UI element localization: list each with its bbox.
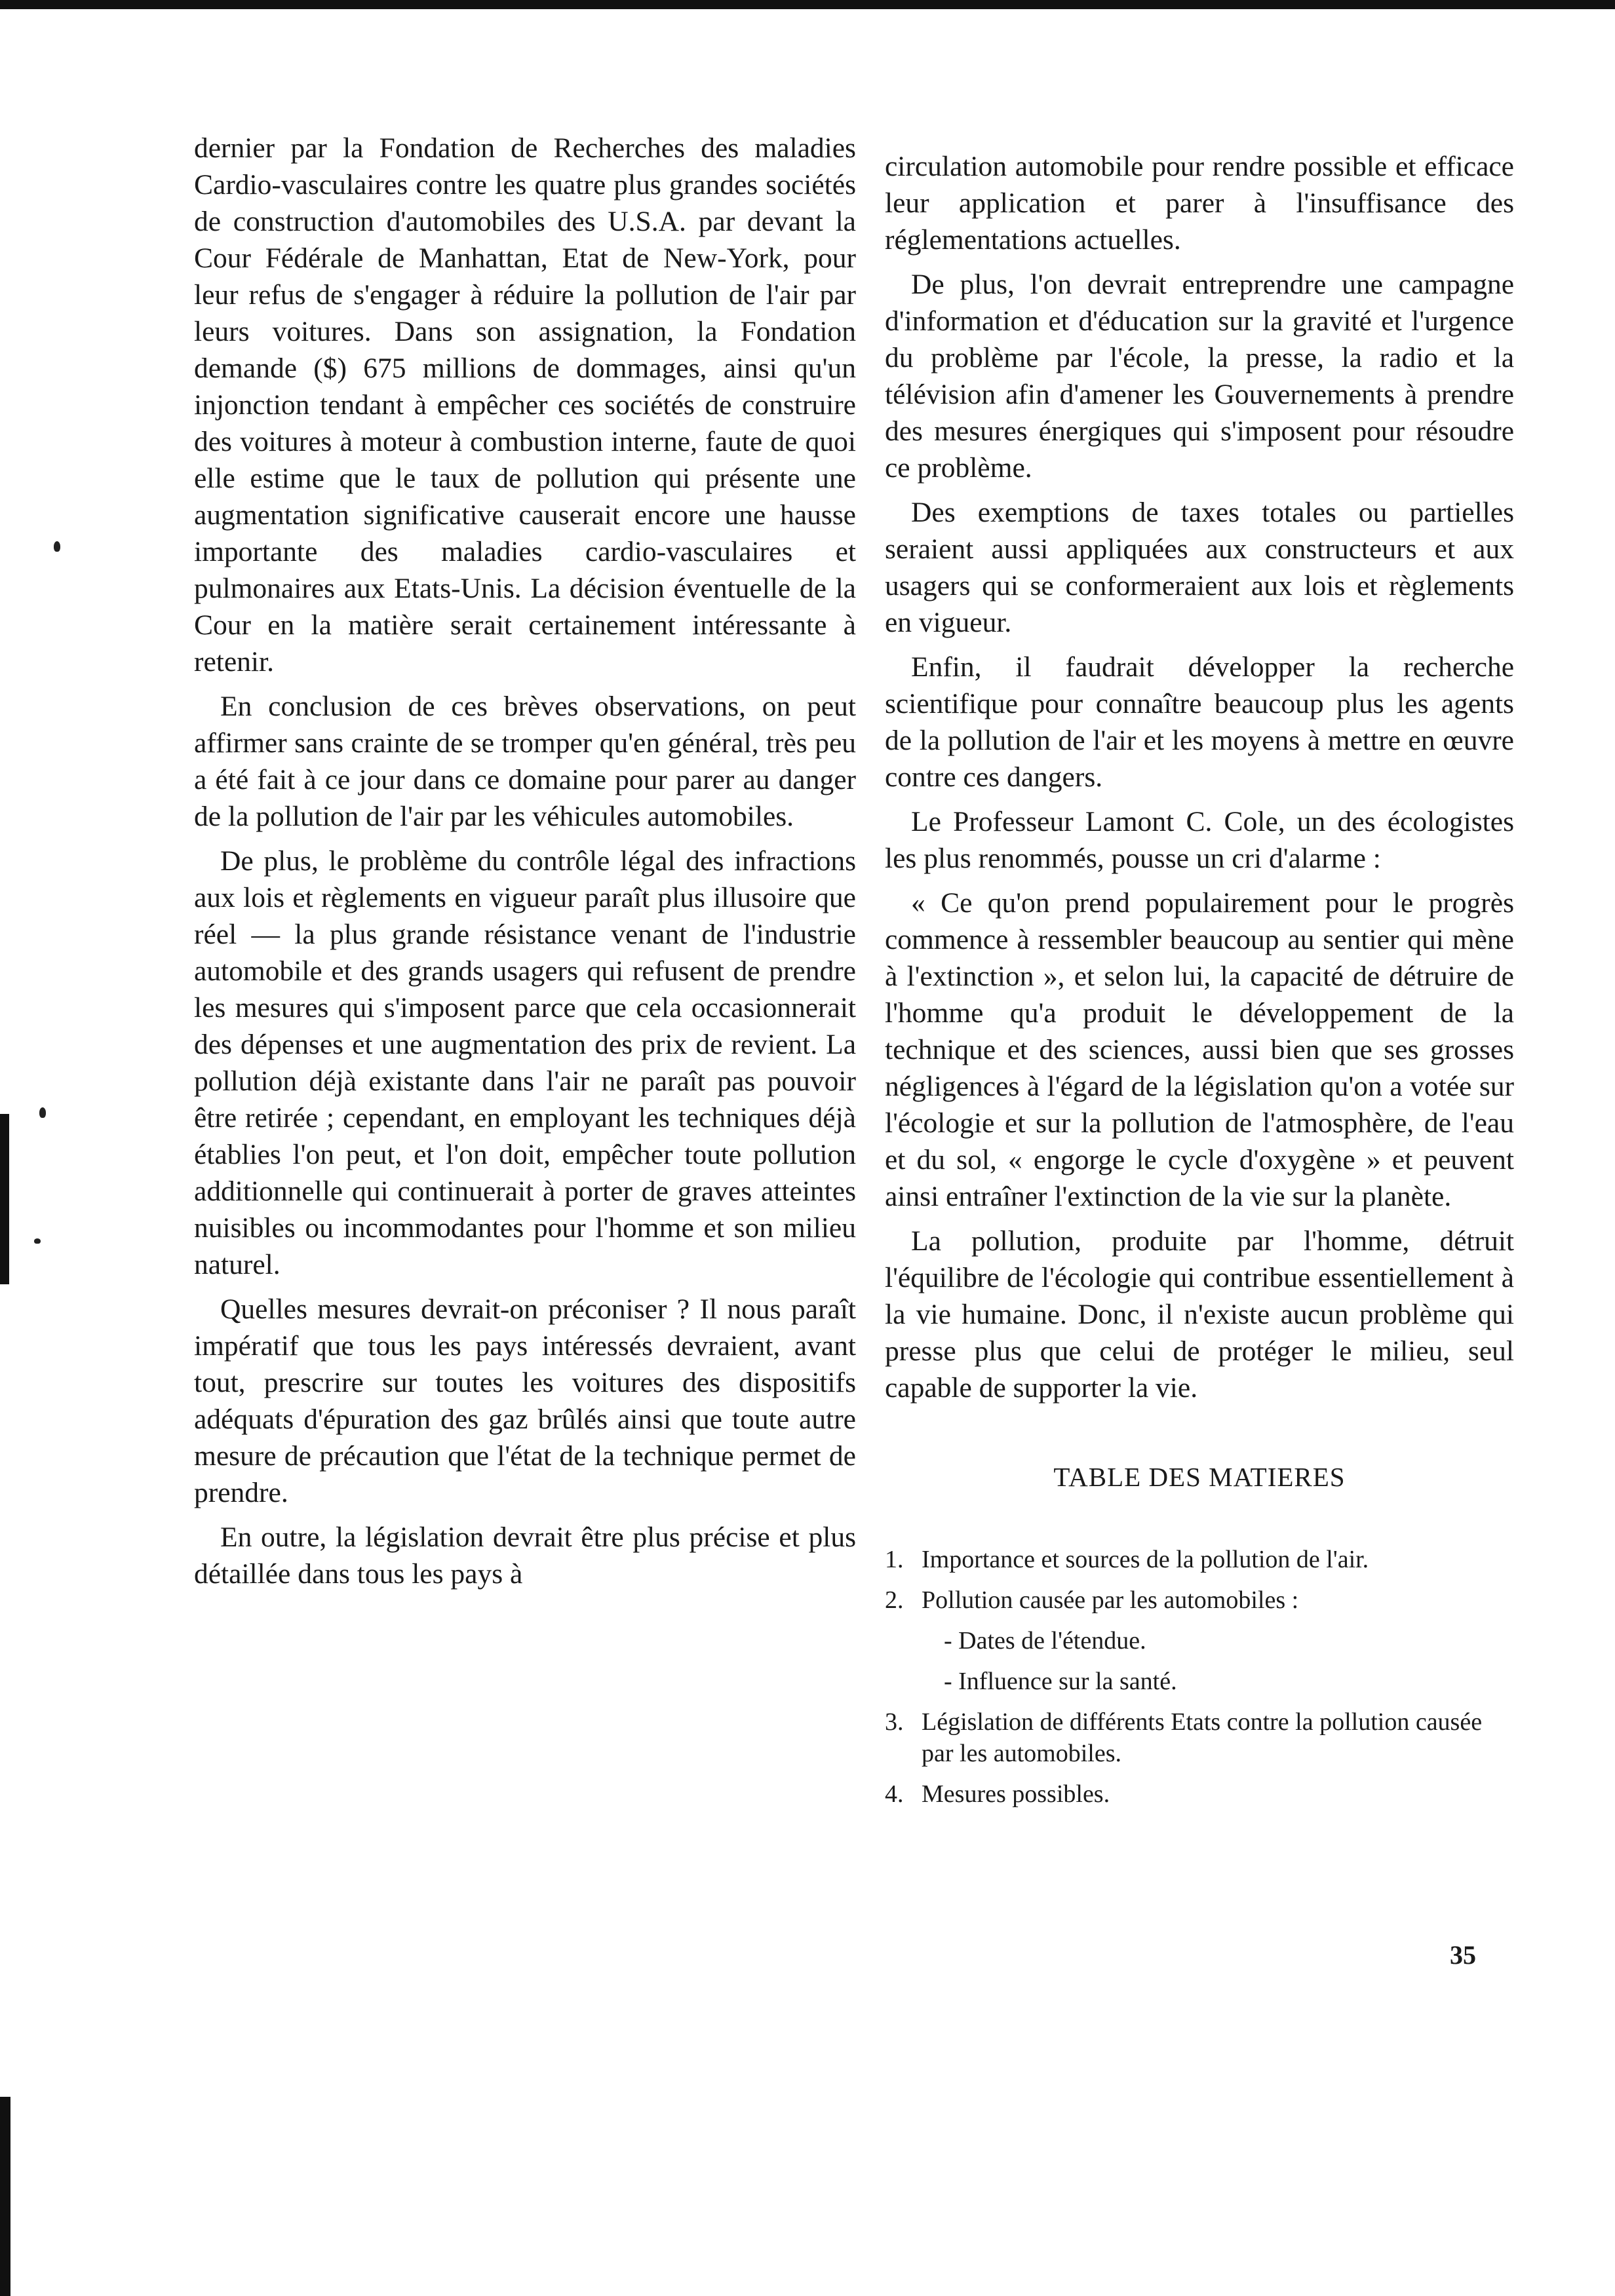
- margin-speck: [34, 1238, 41, 1244]
- toc-item-number: 3.: [885, 1708, 904, 1736]
- toc-item-text: Pollution causée par les automobiles :: [922, 1586, 1299, 1614]
- scan-left-edge-shadow: [0, 1114, 9, 1284]
- toc-item-text: Importance et sources de la pollution de l'air.: [922, 1546, 1369, 1573]
- paragraph: La pollution, produite par l'homme, détruit l'équilibre de l'écologie qui contribue essentiellement à la vie humaine. Donc, il n'existe aucun problème qui presse plus que celui de protéger le milieu, seul capable de supporter la vie.: [885, 1225, 1514, 1404]
- toc-item-text: - Dates de l'étendue.: [944, 1627, 1146, 1655]
- paragraph: Des exemptions de taxes totales ou partielles seraient aussi appliquées aux constructeurs et aux usagers qui se conformeraient aux lois et règlements en vigueur.: [885, 497, 1514, 638]
- toc-item-number: 4.: [885, 1780, 904, 1808]
- paragraph: circulation automobile pour rendre possible et efficace leur application et parer à l'insuffisance des réglementations actuelles.: [885, 151, 1514, 256]
- toc-subitem: [885, 1666, 1514, 1697]
- paragraph: En conclusion de ces brèves observations, on peut affirmer sans crainte de se tromper qu'en général, très peu a été fait à ce jour dans ce domaine pour parer au danger de la pollution de l'air par les véhicules automobiles.: [194, 691, 856, 832]
- toc-item-text: Mesures possibles.: [922, 1780, 1110, 1808]
- paragraph: Enfin, il faudrait développer la recherche scientifique pour connaître beaucoup plus les agents de la pollution de l'air et les moyens à mettre en œuvre contre ces dangers.: [885, 651, 1514, 793]
- toc-item-number: 2.: [885, 1586, 904, 1614]
- scan-top-edge: [0, 0, 1615, 9]
- quotation-paragraph: « Ce qu'on prend populairement pour le progrès commence à ressembler beaucoup au sentier qui mène à l'extinction », et selon lui, la capacité de détruire de l'homme qu'a produit le développement de la technique et des sciences, aussi bien que ses grosses négligences à l'égard de la législation qu'on a votée sur l'écologie et sur la pollution de l'atmosphère, de l'eau et du sol, « engorge le cycle d'oxygène » et peuvent ainsi entraîner l'extinction de la vie sur la planète.: [885, 887, 1514, 1212]
- table-of-contents-title: TABLE DES MATIERES: [1053, 1462, 1346, 1492]
- margin-speck: [39, 1107, 46, 1118]
- right-column: [885, 148, 1514, 1819]
- toc-item: [885, 1544, 1514, 1575]
- toc-item-number: 1.: [885, 1546, 904, 1573]
- table-of-contents: [885, 1544, 1514, 1810]
- paragraph: De plus, l'on devrait entreprendre une campagne d'information et d'éducation sur la gravité et l'urgence du problème par l'école, la presse, la radio et la télévision afin d'amener les Gouvernements à prendre des mesures énergiques qui s'imposent pour résoudre ce problème.: [885, 269, 1514, 484]
- margin-speck: [54, 541, 60, 552]
- toc-item: [885, 1584, 1514, 1616]
- page-number: 35: [1450, 1940, 1476, 1970]
- toc-item: [885, 1706, 1514, 1769]
- toc-item: [885, 1778, 1514, 1810]
- paragraph: De plus, le problème du contrôle légal des infractions aux lois et règlements en vigueur paraît plus illusoire que réel — la plus grande résistance venant de l'industrie automobile et des grands usagers qui refusent de prendre les mesures qui s'imposent parce que cela occasionnerait des dépenses et une augmentation des prix de revient. La pollution déjà existante dans l'air ne paraît pas pouvoir être retirée ; cependant, en employant les techniques déjà établies l'on peut, et l'on doit, empêcher toute pollution additionnelle qui continuerait à porter de graves atteintes nuisibles ou incommodantes pour l'homme et son milieu naturel.: [194, 845, 856, 1280]
- toc-item-text: Législation de différents Etats contre la pollution causée par les automobiles.: [922, 1708, 1483, 1767]
- toc-subitem: [885, 1625, 1514, 1656]
- toc-item-text: - Influence sur la santé.: [944, 1668, 1177, 1695]
- scan-left-edge-shadow-bottom: [0, 2097, 10, 2296]
- paragraph: Le Professeur Lamont C. Cole, un des écologistes les plus renommés, pousse un cri d'alarme :: [885, 806, 1514, 874]
- paragraph: En outre, la législation devrait être plus précise et plus détaillée dans tous les pays à: [194, 1521, 856, 1590]
- paragraph: dernier par la Fondation de Recherches des maladies Cardio-vasculaires contre les quatre plus grandes sociétés de construction d'automobiles des U.S.A. par devant la Cour Fédérale de Manhattan, Etat de New-York, pour leur refus de s'engager à réduire la pollution de l'air par leurs voitures. Dans son assignation, la Fondation demande ($) 675 millions de dommages, ainsi qu'un injonction tendant à empêcher ces sociétés de construire des voitures à moteur à combustion interne, faute de quoi elle estime que le taux de pollution qui présente une augmentation significative causerait encore une hausse importante des maladies cardio-vasculaires et pulmonaires aux Etats-Unis. La décision éventuelle de la Cour en la matière serait certainement intéressante à retenir.: [194, 132, 856, 678]
- left-column: [194, 130, 856, 1600]
- paragraph: Quelles mesures devrait-on préconiser ? Il nous paraît impératif que tous les pays intéressés devraient, avant tout, prescrire sur toutes les voitures des dispositifs adéquats d'épuration des gaz brûlés ainsi que toute autre mesure de précaution que l'état de la technique permet de prendre.: [194, 1293, 856, 1508]
